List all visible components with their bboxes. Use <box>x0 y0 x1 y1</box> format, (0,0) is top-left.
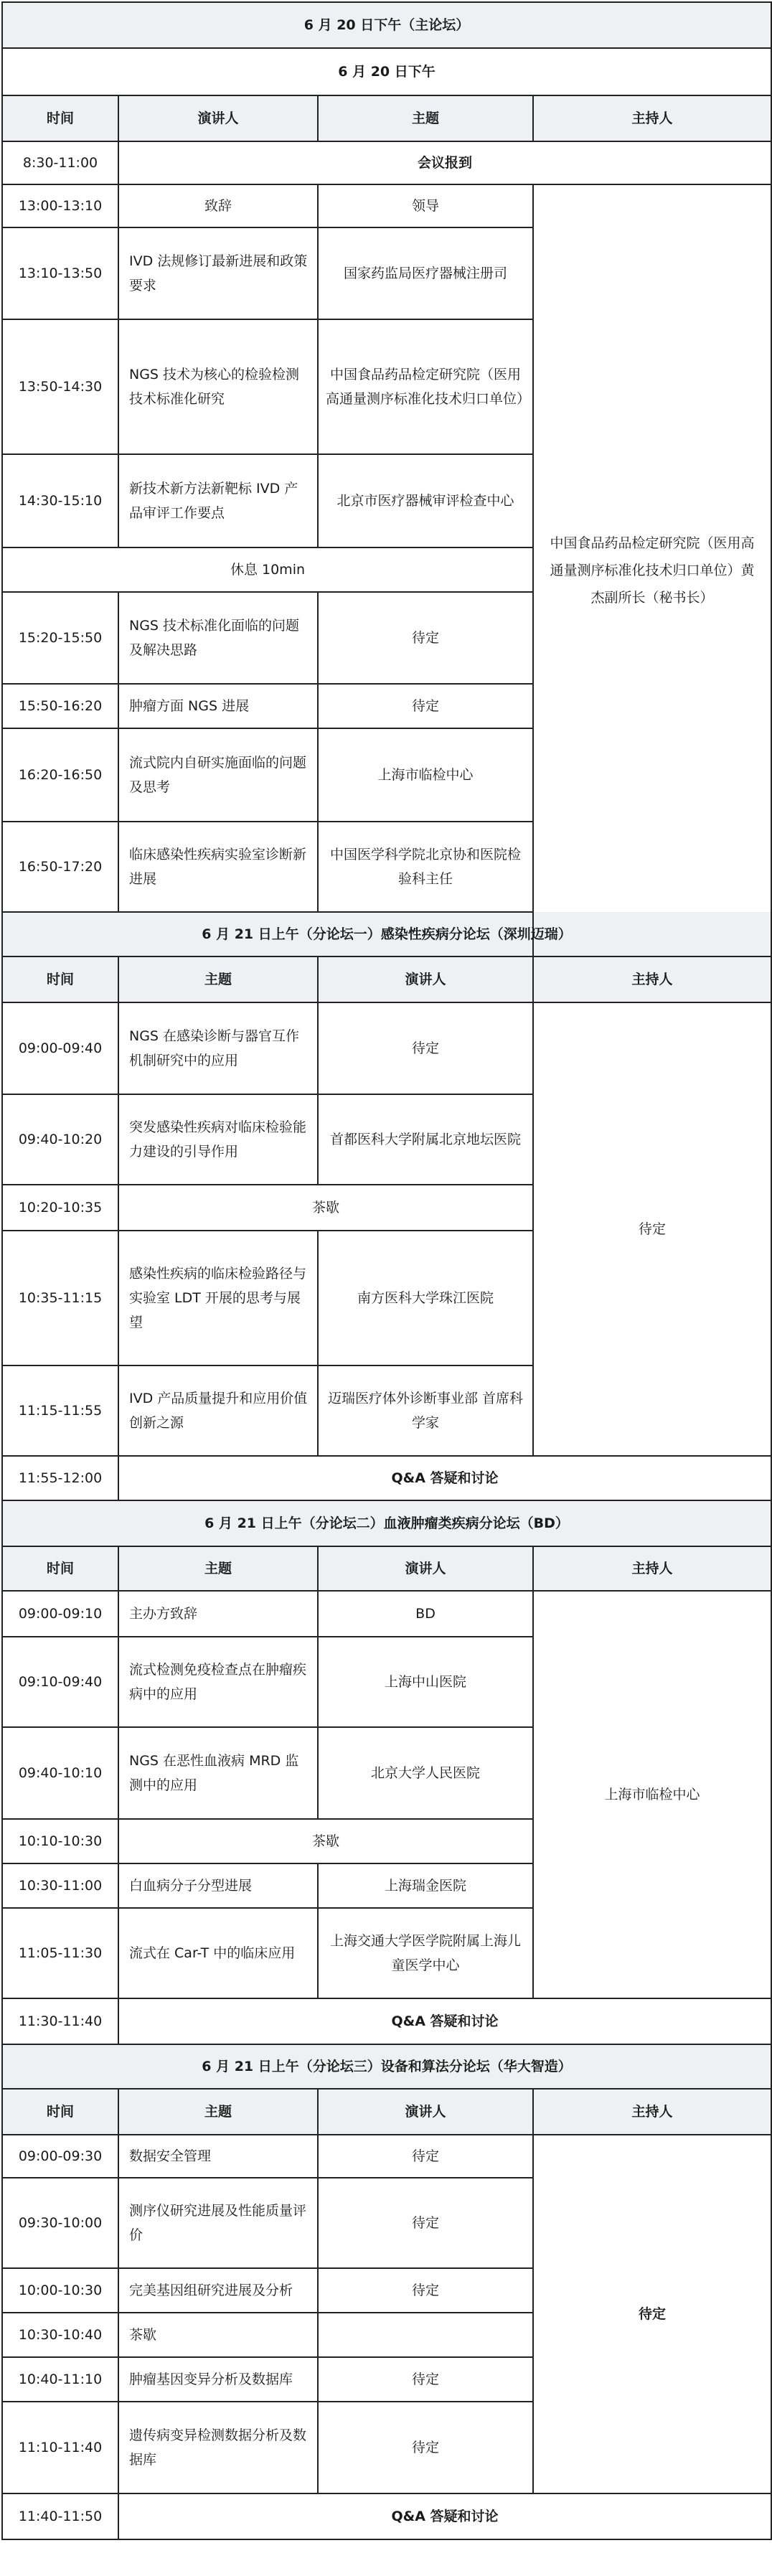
header-speaker: 演讲人 <box>318 956 533 1002</box>
speaker-cell: 待定 <box>318 1002 533 1094</box>
speaker-cell: 待定 <box>318 2402 533 2493</box>
speaker-cell: 领导 <box>318 184 533 227</box>
time-cell: 10:35-11:15 <box>2 1231 118 1365</box>
time-cell: 09:00-09:10 <box>2 1591 118 1637</box>
main-host-cell: 中国食品药品检定研究院（医用高通量测序标准化技术归口单位）黄杰副所长（秘书长） <box>533 184 771 956</box>
qa-cell: Q&A 答疑和讨论 <box>118 1456 771 1500</box>
topic-cell: IVD 产品质量提升和应用价值创新之源 <box>118 1365 318 1456</box>
speaker-cell: BD <box>318 1591 533 1637</box>
header-speaker: 演讲人 <box>118 95 318 141</box>
topic-cell: 临床感染性疾病实验室诊断新进展 <box>118 822 318 912</box>
topic-cell: 流式在 Car-T 中的临床应用 <box>118 1908 318 1998</box>
topic-cell: 流式院内自研实施面临的问题及思考 <box>118 728 318 822</box>
time-cell: 13:00-13:10 <box>2 184 118 227</box>
time-cell: 10:30-11:00 <box>2 1863 118 1908</box>
forum3-host-cell: 待定 <box>533 2135 771 2493</box>
topic-cell: 流式检测免疫检查点在肿瘤疾病中的应用 <box>118 1637 318 1727</box>
header-speaker: 演讲人 <box>318 2089 533 2135</box>
time-cell: 09:40-10:20 <box>2 1094 118 1185</box>
speaker-cell: 中国医学科学院北京协和医院检验科主任 <box>318 822 533 912</box>
time-cell: 11:05-11:30 <box>2 1908 118 1998</box>
header-topic: 主题 <box>118 1546 318 1591</box>
speaker-cell: 待定 <box>318 2268 533 2313</box>
time-cell: 10:20-10:35 <box>2 1185 118 1231</box>
time-cell: 10:30-10:40 <box>2 2313 118 2357</box>
table-row <box>2 141 771 184</box>
speaker-cell: 中国食品药品检定研究院（医用高通量测序标准化技术归口单位） <box>318 319 533 454</box>
header-time: 时间 <box>2 2089 118 2135</box>
time-cell: 09:40-10:10 <box>2 1727 118 1819</box>
topic-cell: NGS 在感染诊断与器官互作机制研究中的应用 <box>118 1002 318 1094</box>
time-cell: 14:30-15:10 <box>2 454 118 547</box>
time-cell: 09:00-09:30 <box>2 2135 118 2178</box>
time-cell: 16:20-16:50 <box>2 728 118 822</box>
time-cell: 13:10-13:50 <box>2 227 118 319</box>
header-host: 主持人 <box>533 95 771 141</box>
topic-cell: 主办方致辞 <box>118 1591 318 1637</box>
checkin-cell: 会议报到 <box>118 141 771 184</box>
topic-cell: 茶歇 <box>118 2313 318 2357</box>
time-cell: 13:50-14:30 <box>2 319 118 454</box>
speaker-cell: 北京大学人民医院 <box>318 1727 533 1819</box>
main-subtitle: 6 月 20 日下午 <box>2 48 771 95</box>
header-host: 主持人 <box>533 956 771 1002</box>
header-speaker: 演讲人 <box>318 1546 533 1591</box>
speaker-cell <box>318 2313 533 2357</box>
agenda-table <box>1 1 772 2540</box>
speaker-cell: 待定 <box>318 2135 533 2178</box>
time-cell: 15:20-15:50 <box>2 592 118 684</box>
speaker-cell: 待定 <box>318 684 533 728</box>
forum2-title: 6 月 21 日上午（分论坛二）血液肿瘤类疾病分论坛（BD） <box>2 1500 771 1546</box>
speaker-cell: 待定 <box>318 592 533 684</box>
table-row <box>2 2493 771 2539</box>
forum3-title: 6 月 21 日上午（分论坛三）设备和算法分论坛（华大智造） <box>2 2044 771 2089</box>
header-time: 时间 <box>2 1546 118 1591</box>
topic-cell: 新技术新方法新靶标 IVD 产品审评工作要点 <box>118 454 318 547</box>
time-cell: 11:55-12:00 <box>2 1456 118 1500</box>
header-host: 主持人 <box>533 2089 771 2135</box>
header-topic: 主题 <box>118 956 318 1002</box>
time-cell: 15:50-16:20 <box>2 684 118 728</box>
qa-cell: Q&A 答疑和讨论 <box>118 1998 771 2044</box>
forum1-title: 6 月 21 日上午（分论坛一）感染性疾病分论坛（深圳迈瑞） <box>2 912 771 956</box>
topic-cell: 数据安全管理 <box>118 2135 318 2178</box>
speaker-cell: 待定 <box>318 2178 533 2268</box>
table-row <box>2 1002 771 1094</box>
header-topic: 主题 <box>118 2089 318 2135</box>
time-cell: 11:15-11:55 <box>2 1365 118 1456</box>
time-cell: 09:30-10:00 <box>2 2178 118 2268</box>
topic-cell: 完美基因组研究进展及分析 <box>118 2268 318 2313</box>
time-cell: 10:40-11:10 <box>2 2357 118 2402</box>
time-cell: 09:10-09:40 <box>2 1637 118 1727</box>
topic-cell: 肿瘤基因变异分析及数据库 <box>118 2357 318 2402</box>
topic-cell: 白血病分子分型进展 <box>118 1863 318 1908</box>
speaker-cell: 上海交通大学医学院附属上海儿童医学中心 <box>318 1908 533 1998</box>
main-banner: 6 月 20 日下午（主论坛） <box>2 2 771 48</box>
time-cell: 10:10-10:30 <box>2 1819 118 1863</box>
time-cell: 16:50-17:20 <box>2 822 118 912</box>
speaker-cell: 迈瑞医疗体外诊断事业部 首席科学家 <box>318 1365 533 1456</box>
header-time: 时间 <box>2 95 118 141</box>
topic-cell: 突发感染性疾病对临床检验能力建设的引导作用 <box>118 1094 318 1185</box>
header-host: 主持人 <box>533 1546 771 1591</box>
break-cell: 茶歇 <box>118 1819 533 1863</box>
topic-cell: 测序仪研究进展及性能质量评价 <box>118 2178 318 2268</box>
speaker-cell: 上海瑞金医院 <box>318 1863 533 1908</box>
topic-cell: 致辞 <box>118 184 318 227</box>
topic-cell: NGS 技术为核心的检验检测技术标准化研究 <box>118 319 318 454</box>
speaker-cell: 待定 <box>318 2357 533 2402</box>
topic-cell: IVD 法规修订最新进展和政策要求 <box>118 227 318 319</box>
qa-cell: Q&A 答疑和讨论 <box>118 2493 771 2539</box>
forum1-host-cell: 待定 <box>533 1002 771 1456</box>
table-row <box>2 1591 771 1637</box>
table-row <box>2 1456 771 1500</box>
topic-cell: 肿瘤方面 NGS 进展 <box>118 684 318 728</box>
topic-cell: 感染性疾病的临床检验路径与实验室 LDT 开展的思考与展望 <box>118 1231 318 1365</box>
time-cell: 11:10-11:40 <box>2 2402 118 2493</box>
break-cell: 茶歇 <box>118 1185 533 1231</box>
table-row <box>2 184 771 227</box>
table-row <box>2 2135 771 2178</box>
topic-cell: NGS 在恶性血液病 MRD 监测中的应用 <box>118 1727 318 1819</box>
speaker-cell: 首都医科大学附属北京地坛医院 <box>318 1094 533 1185</box>
time-cell: 09:00-09:40 <box>2 1002 118 1094</box>
speaker-cell: 国家药监局医疗器械注册司 <box>318 227 533 319</box>
break-cell: 休息 10min <box>2 547 533 592</box>
forum2-host-cell: 上海市临检中心 <box>533 1591 771 1998</box>
time-cell: 10:00-10:30 <box>2 2268 118 2313</box>
speaker-cell: 南方医科大学珠江医院 <box>318 1231 533 1365</box>
time-cell: 11:30-11:40 <box>2 1998 118 2044</box>
time-cell: 11:40-11:50 <box>2 2493 118 2539</box>
table-row <box>2 1998 771 2044</box>
time-cell: 8:30-11:00 <box>2 141 118 184</box>
header-time: 时间 <box>2 956 118 1002</box>
header-topic: 主题 <box>318 95 533 141</box>
topic-cell: 遗传病变异检测数据分析及数据库 <box>118 2402 318 2493</box>
speaker-cell: 上海市临检中心 <box>318 728 533 822</box>
speaker-cell: 北京市医疗器械审评检查中心 <box>318 454 533 547</box>
topic-cell: NGS 技术标准化面临的问题及解决思路 <box>118 592 318 684</box>
speaker-cell: 上海中山医院 <box>318 1637 533 1727</box>
